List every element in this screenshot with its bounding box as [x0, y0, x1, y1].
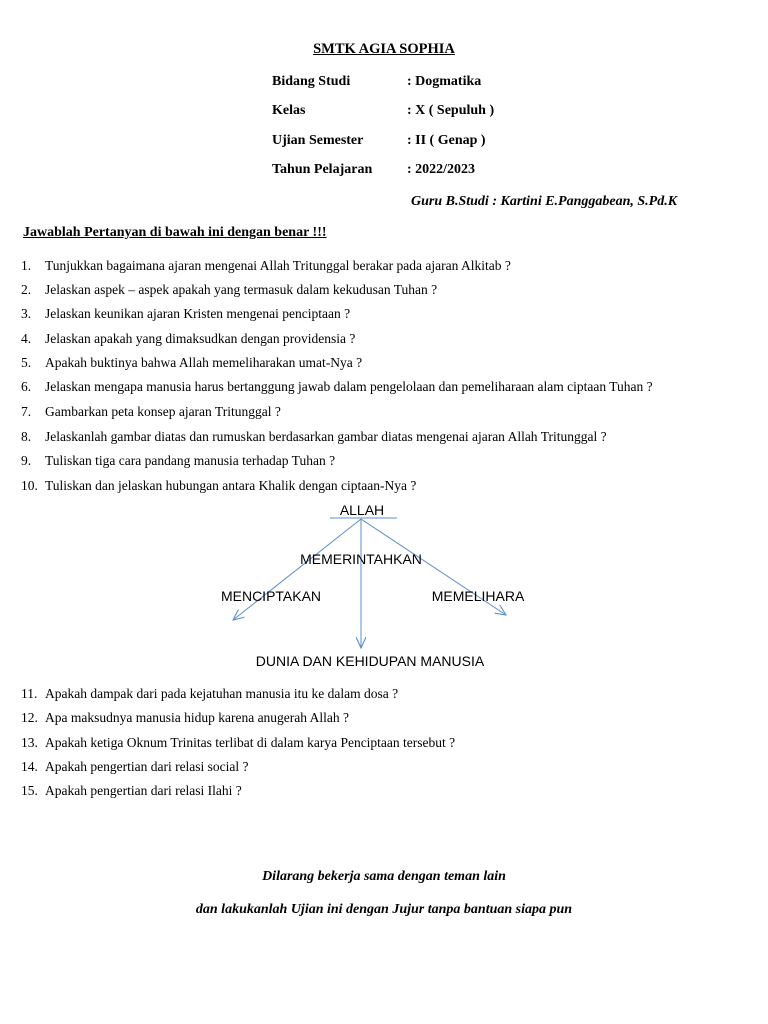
footer-instruction: dan lakukanlah Ujian ini dengan Jujur tanpa bantuan siapa pun: [195, 902, 573, 917]
question-number: 3.: [21, 306, 32, 321]
instruction: Jawablah Pertanyan di bawah ini dengan benar !!!: [23, 225, 327, 240]
question-number: 1.: [21, 258, 32, 273]
question-text: Apakah dampak dari pada kejatuhan manusia itu ke dalam dosa ?: [45, 686, 399, 701]
question-number: 9.: [21, 453, 32, 468]
diagram-node-bottom: DUNIA DAN KEHIDUPAN MANUSIA: [255, 653, 485, 669]
question-text: Apakah buktinya bahwa Allah memeliharakan umat-Nya ?: [45, 355, 363, 370]
school-name: SMTK AGIA SOPHIA: [313, 41, 455, 57]
question-text: Jelaskan keunikan ajaran Kristen mengenai penciptaan ?: [45, 306, 351, 321]
question-number: 13.: [21, 735, 38, 750]
question-text: Apakah pengertian dari relasi social ?: [45, 759, 249, 774]
question-number: 4.: [21, 331, 32, 346]
question-text: Gambarkan peta konsep ajaran Tritunggal ?: [45, 404, 281, 419]
question-number: 12.: [21, 710, 38, 725]
teacher-name: Guru B.Studi : Kartini E.Panggabean, S.Pd.K: [411, 194, 678, 209]
question-text: Apakah ketiga Oknum Trinitas terlibat di dalam karya Penciptaan tersebut ?: [45, 735, 456, 750]
subject-label: Bidang Studi: [272, 74, 351, 89]
semester-value: : II ( Genap ): [407, 133, 486, 148]
question-number: 6.: [21, 379, 32, 394]
footer-warning: Dilarang bekerja sama dengan teman lain: [262, 869, 506, 884]
question-text: Tunjukkan bagaimana ajaran mengenai Allah Tritunggal berakar pada ajaran Alkitab ?: [45, 258, 511, 273]
arrow-to-left: [233, 519, 361, 620]
question-number: 8.: [21, 429, 32, 444]
subject-value: : Dogmatika: [407, 74, 482, 89]
question-text: Tuliskan dan jelaskan hubungan antara Khalik dengan ciptaan-Nya ?: [45, 478, 417, 493]
question-text: Jelaskan aspek – aspek apakah yang termasuk dalam kekudusan Tuhan ?: [45, 282, 438, 297]
question-number: 2.: [21, 282, 32, 297]
question-text: Jelaskanlah gambar diatas dan rumuskan berdasarkan gambar diatas mengenai ajaran Allah Tritunggal ?: [45, 429, 607, 444]
question-text: Apa maksudnya manusia hidup karena anugerah Allah ?: [45, 710, 350, 725]
question-number: 14.: [21, 759, 38, 774]
diagram-node-middle: MEMERINTAHKAN: [300, 551, 422, 567]
question-text: Jelaskan apakah yang dimaksudkan dengan providensia ?: [45, 331, 356, 346]
question-number: 15.: [21, 783, 38, 798]
class-value: : X ( Sepuluh ): [407, 103, 495, 118]
semester-label: Ujian Semester: [272, 133, 364, 148]
question-number: 5.: [21, 355, 32, 370]
diagram-node-left: MENCIPTAKAN: [220, 588, 322, 604]
class-label: Kelas: [272, 103, 306, 118]
year-value: : 2022/2023: [407, 162, 476, 177]
question-text: Jelaskan mengapa manusia harus bertanggung jawab dalam pengelolaan dan pemeliharaan alam ciptaan Tuhan ?: [45, 379, 653, 394]
year-label: Tahun Pelajaran: [272, 162, 373, 177]
diagram-node-top: ALLAH: [339, 502, 385, 518]
question-number: 7.: [21, 404, 32, 419]
diagram-node-right: MEMELIHARA: [431, 588, 525, 604]
question-text: Apakah pengertian dari relasi Ilahi ?: [45, 783, 242, 798]
question-number: 11.: [21, 686, 38, 701]
question-number: 10.: [21, 478, 38, 493]
question-text: Tuliskan tiga cara pandang manusia terhadap Tuhan ?: [45, 453, 336, 468]
